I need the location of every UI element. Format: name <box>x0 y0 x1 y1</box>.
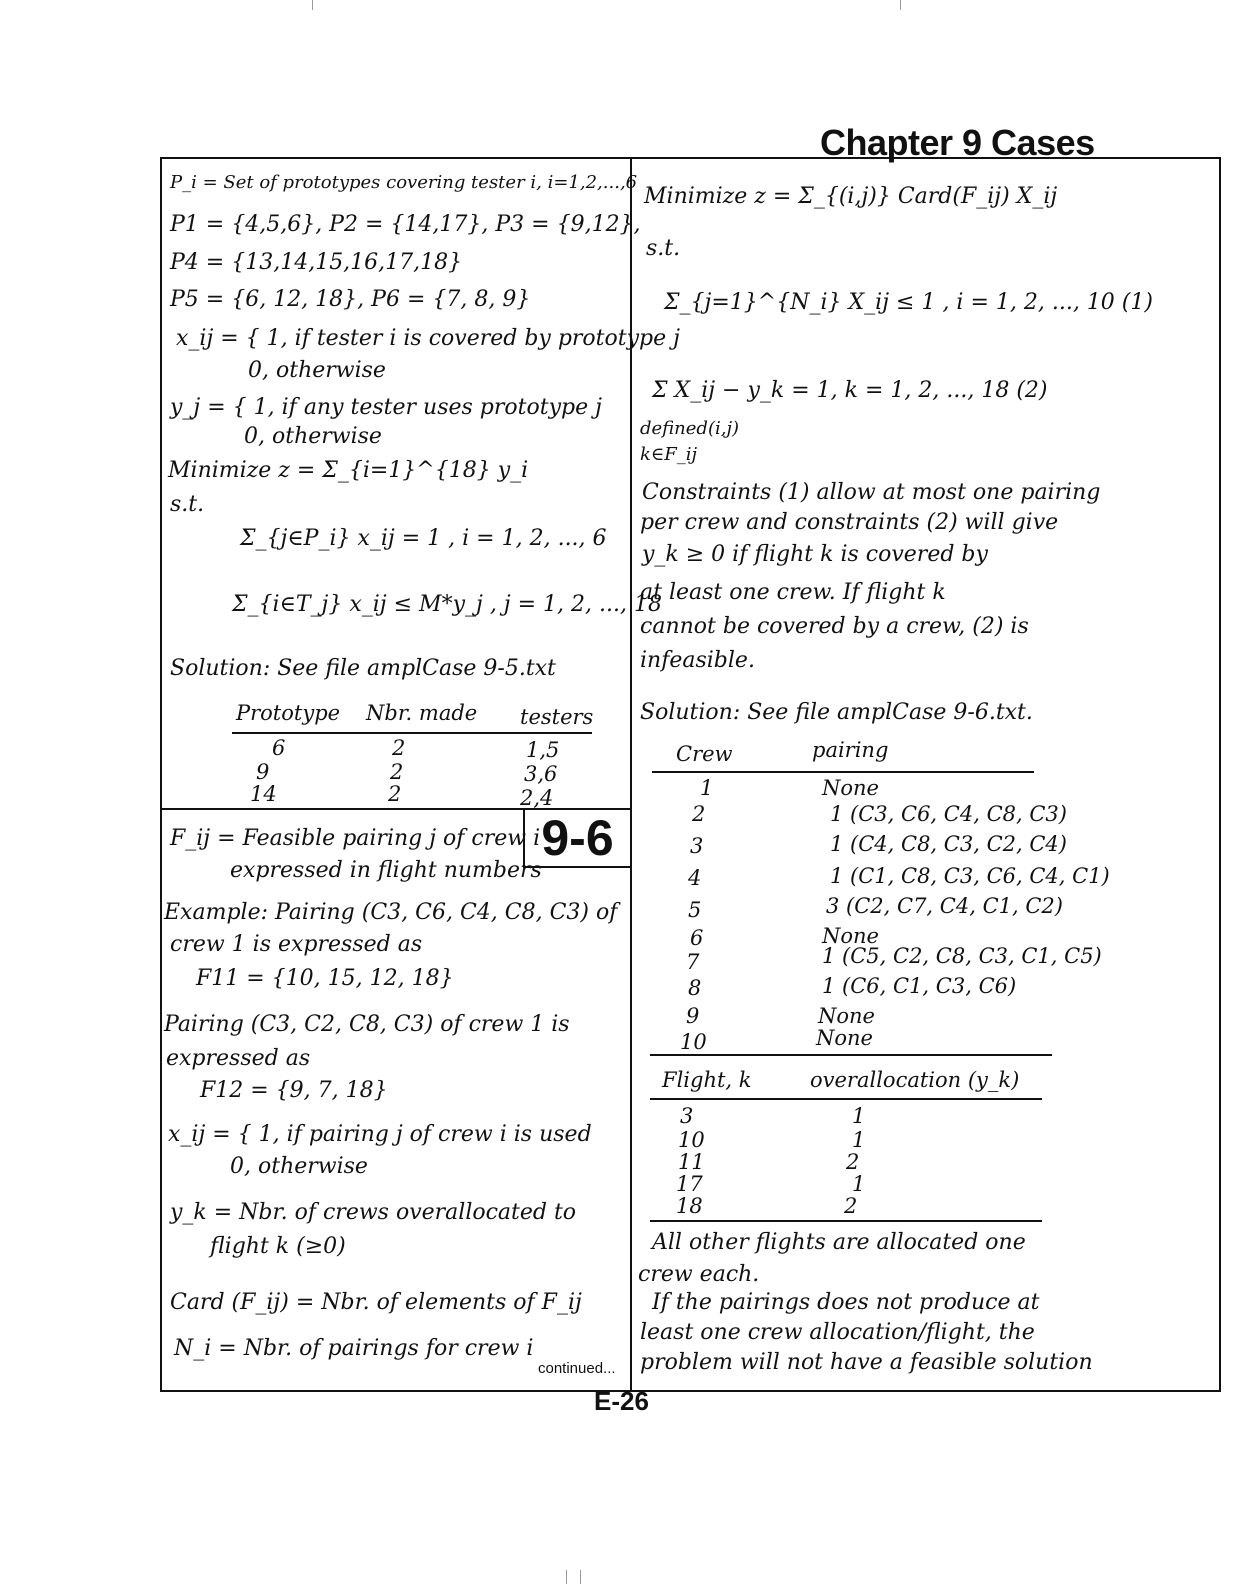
table-cell: 2 <box>692 802 706 826</box>
page-number: E-26 <box>594 1386 649 1416</box>
table-cell: None <box>818 1004 875 1028</box>
definition-line: expressed as <box>166 1046 311 1071</box>
explanation-line: y_k ≥ 0 if flight k is covered by <box>642 542 988 567</box>
definition-line: x_ij = { 1, if pairing j of crew i is used <box>168 1122 592 1147</box>
table-cell: 1 <box>852 1172 866 1196</box>
closing-line: All other flights are allocated one <box>652 1230 1026 1255</box>
table-cell: None <box>816 1026 873 1050</box>
explanation-line: infeasible. <box>640 648 755 673</box>
table-rule <box>650 1098 1042 1100</box>
table-cell: 2 <box>846 1150 860 1174</box>
definition-line: F11 = {10, 15, 12, 18} <box>196 966 454 991</box>
scan-mark <box>900 0 901 10</box>
chapter-title: Chapter 9 Cases <box>820 122 1095 163</box>
table-cell: 6 <box>690 926 704 950</box>
definition-line: y_k = Nbr. of crews overallocated to <box>170 1200 577 1225</box>
formula-line: 0, otherwise <box>244 424 382 449</box>
table-header: Flight, k <box>662 1068 752 1092</box>
table-cell: 8 <box>688 976 702 1000</box>
formula-line: Σ_{i∈T_j} x_ij ≤ M*y_j , j = 1, 2, ..., 18 <box>232 592 662 617</box>
sum-index: defined(i,j) <box>640 418 740 439</box>
definition-line: N_i = Nbr. of pairings for crew i <box>174 1336 534 1361</box>
definition-line: flight k (≥0) <box>210 1234 346 1259</box>
closing-line: crew each. <box>638 1262 760 1287</box>
continued-note: continued... <box>538 1360 616 1377</box>
explanation-line: cannot be covered by a crew, (2) is <box>640 614 1029 639</box>
table-cell: 9 <box>686 1004 700 1028</box>
table-cell: 14 <box>250 782 277 806</box>
definition-line: 0, otherwise <box>230 1154 368 1179</box>
table-cell: 10 <box>680 1030 707 1054</box>
table-header: Nbr. made <box>366 701 478 725</box>
table-cell: 4 <box>688 866 702 890</box>
table-header: overallocation (y_k) <box>810 1068 1020 1092</box>
formula-line: P_i = Set of prototypes covering tester i, i=1,2,...,6 <box>170 172 638 193</box>
closing-line: problem will not have a feasible solution <box>640 1350 1093 1375</box>
scan-mark <box>566 1570 567 1584</box>
formula-line: s.t. <box>646 236 681 261</box>
table-cell: 1 <box>852 1104 866 1128</box>
definition-line: F12 = {9, 7, 18} <box>200 1078 388 1103</box>
explanation-line: Constraints (1) allow at most one pairing <box>642 480 1101 505</box>
table-cell: 1,5 <box>526 738 560 762</box>
table-cell: 7 <box>686 950 700 974</box>
formula-line: P5 = {6, 12, 18}, P6 = {7, 8, 9} <box>170 287 531 312</box>
table-cell: 10 <box>678 1128 705 1152</box>
table-cell: 3 <box>690 834 704 858</box>
table-cell: 1 (C5, C2, C8, C3, C1, C5) <box>822 944 1102 968</box>
table-cell: 1 (C4, C8, C3, C2, C4) <box>830 832 1067 856</box>
scan-mark <box>580 1570 581 1584</box>
table-cell: 1 (C6, C1, C3, C6) <box>822 974 1017 998</box>
case-number-badge: 9-6 <box>523 810 630 868</box>
constraint-2: Σ X_ij − y_k = 1, k = 1, 2, ..., 18 (2) <box>652 378 1048 403</box>
table-cell: 3,6 <box>524 762 558 786</box>
table-cell: 3 <box>680 1104 694 1128</box>
table-header: pairing <box>812 738 889 762</box>
formula-line: 0, otherwise <box>248 358 386 383</box>
table-cell: 2 <box>392 736 406 760</box>
table-cell: 6 <box>272 736 286 760</box>
table-cell: 17 <box>676 1172 703 1196</box>
formula-line: Σ_{j∈P_i} x_ij = 1 , i = 1, 2, ..., 6 <box>240 526 607 551</box>
closing-line: If the pairings does not produce at <box>652 1290 1040 1315</box>
table-cell: 2 <box>844 1194 858 1218</box>
objective-line: Minimize z = Σ_{(i,j)} Card(F_ij) X_ij <box>644 184 1058 209</box>
table-cell: 1 (C3, C6, C4, C8, C3) <box>830 802 1067 826</box>
table-cell: 5 <box>688 898 702 922</box>
formula-line: y_j = { 1, if any tester uses prototype j <box>170 395 602 420</box>
scan-mark <box>312 0 313 10</box>
table-cell: 1 <box>700 776 714 800</box>
table-cell: 9 <box>256 760 270 784</box>
table-cell: 11 <box>678 1150 705 1174</box>
formula-line: P1 = {4,5,6}, P2 = {14,17}, P3 = {9,12}, <box>170 212 641 237</box>
table-cell: 18 <box>676 1194 703 1218</box>
table-cell: 3 (C2, C7, C4, C1, C2) <box>826 894 1063 918</box>
table-cell: 1 <box>852 1128 866 1152</box>
definition-line: Card (F_ij) = Nbr. of elements of F_ij <box>170 1290 582 1315</box>
table-header: testers <box>520 705 594 729</box>
table-rule <box>232 732 592 734</box>
table-rule <box>650 1054 1052 1056</box>
table-header: Prototype <box>236 701 341 725</box>
table-cell: 2,4 <box>520 786 554 810</box>
table-cell: 2 <box>388 782 402 806</box>
constraint-1: Σ_{j=1}^{N_i} X_ij ≤ 1 , i = 1, 2, ..., 10 (1) <box>664 290 1153 315</box>
solution-line: Solution: See file amplCase 9-6.txt. <box>640 700 1033 725</box>
sum-index: k∈F_ij <box>640 444 698 465</box>
formula-line: Minimize z = Σ_{i=1}^{18} y_i <box>168 458 529 483</box>
table-cell: 1 (C1, C8, C3, C6, C4, C1) <box>830 864 1110 888</box>
formula-line: s.t. <box>170 492 205 517</box>
formula-line: P4 = {13,14,15,16,17,18} <box>170 250 463 275</box>
definition-line: expressed in flight numbers <box>230 858 542 883</box>
table-cell: 2 <box>390 760 404 784</box>
explanation-line: at least one crew. If flight k <box>640 580 946 605</box>
definition-line: Example: Pairing (C3, C6, C4, C8, C3) of <box>164 900 618 925</box>
formula-line: x_ij = { 1, if tester i is covered by prototype j <box>176 326 680 351</box>
definition-line: crew 1 is expressed as <box>170 932 423 957</box>
solution-line: Solution: See file amplCase 9-5.txt <box>170 656 556 681</box>
table-rule <box>652 771 1034 773</box>
closing-line: least one crew allocation/flight, the <box>640 1320 1035 1345</box>
definition-line: F_ij = Feasible pairing j of crew i <box>170 826 541 851</box>
table-rule <box>650 1220 1042 1222</box>
explanation-line: per crew and constraints (2) will give <box>640 510 1059 535</box>
table-cell: None <box>822 924 879 948</box>
definition-line: Pairing (C3, C2, C8, C3) of crew 1 is <box>164 1012 570 1037</box>
table-cell: None <box>822 776 879 800</box>
table-header: Crew <box>676 742 733 766</box>
